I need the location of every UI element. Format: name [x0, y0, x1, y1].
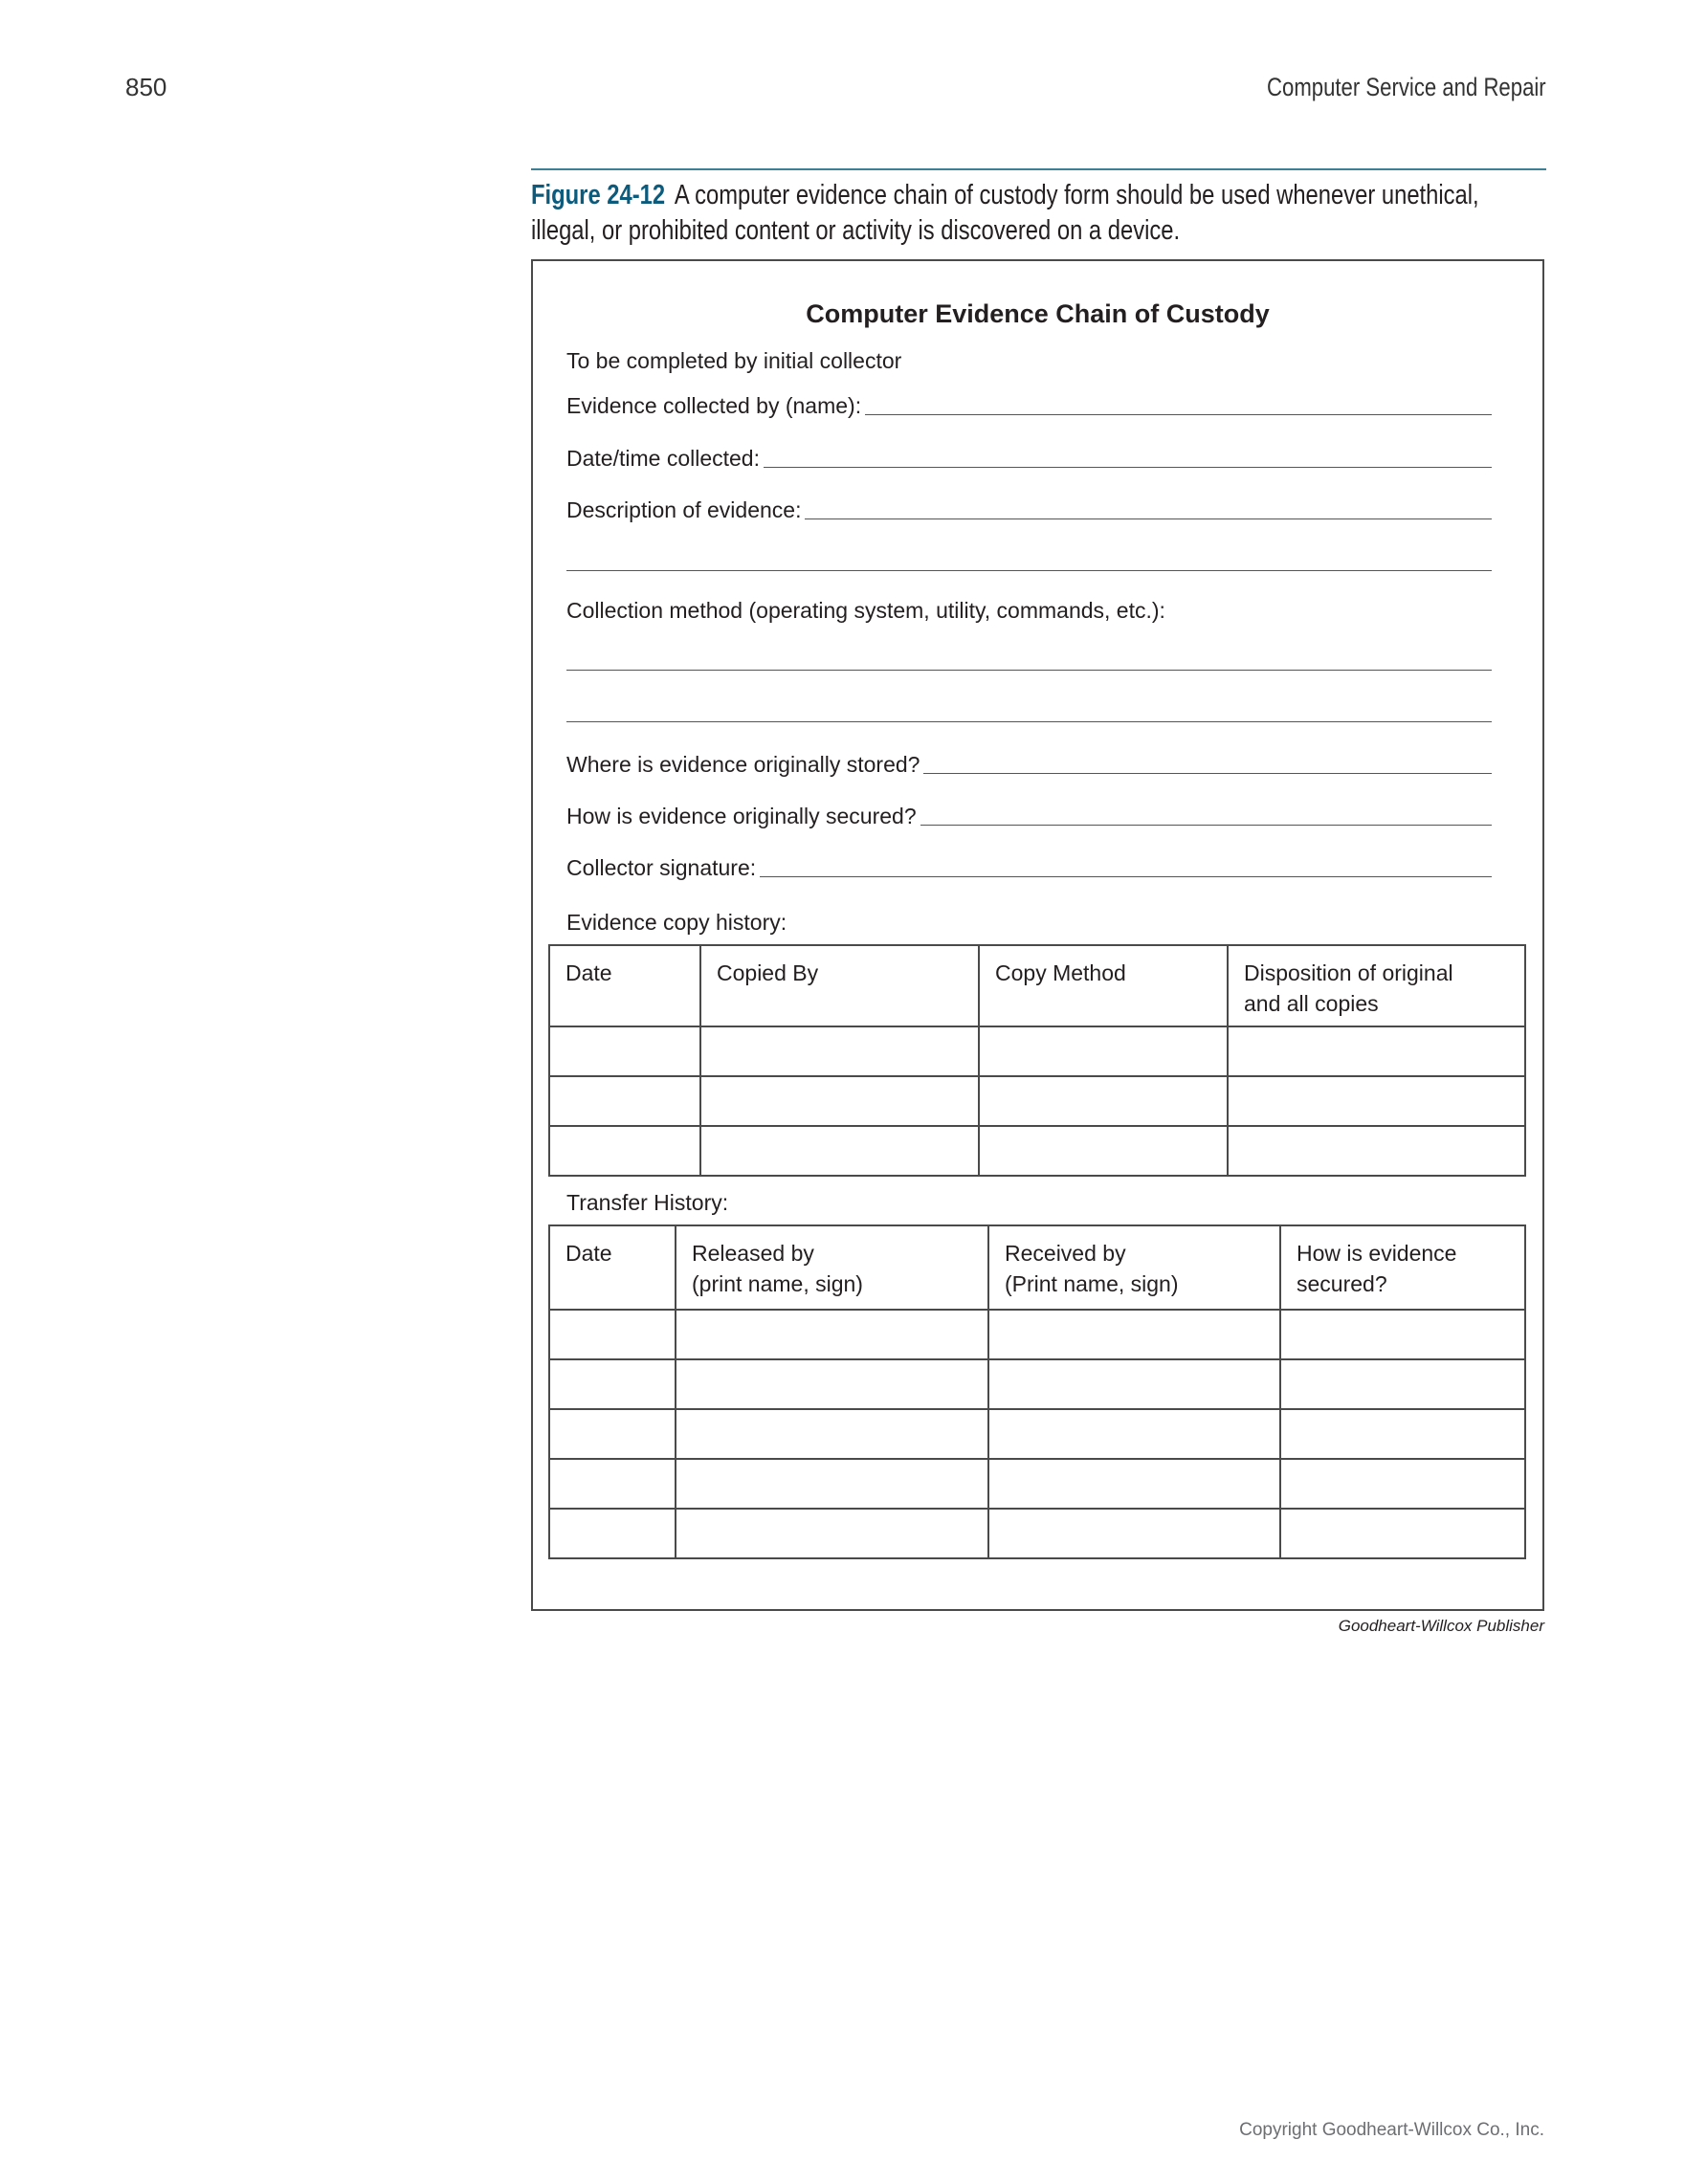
- form-title: Computer Evidence Chain of Custody: [806, 299, 1270, 328]
- table-cell[interactable]: [979, 1126, 1228, 1176]
- table-cell[interactable]: [676, 1359, 988, 1409]
- table-row: [549, 1509, 1525, 1558]
- table-cell[interactable]: [1280, 1509, 1525, 1558]
- table-row: [549, 1310, 1525, 1359]
- signature-label: Collector signature:: [566, 855, 757, 880]
- transfer-col-secured-l1: How is evidence: [1297, 1241, 1457, 1266]
- table-cell[interactable]: [549, 1026, 700, 1076]
- table-row: [549, 1359, 1525, 1409]
- copy-history-heading: Evidence copy history:: [566, 910, 787, 935]
- table-cell[interactable]: [549, 1459, 676, 1509]
- copy-col-date: Date: [549, 945, 700, 1026]
- collected-by-label: Evidence collected by (name):: [566, 393, 862, 418]
- copy-col-disposition: Disposition of original and all copies: [1228, 945, 1525, 1026]
- table-cell[interactable]: [988, 1409, 1280, 1459]
- figure-caption: [531, 178, 1543, 249]
- table-row: [549, 1409, 1525, 1459]
- description-blank[interactable]: [805, 518, 1492, 519]
- table-cell[interactable]: [676, 1509, 988, 1558]
- table-cell[interactable]: [1280, 1310, 1525, 1359]
- transfer-history-header-row: [549, 1225, 1525, 1310]
- table-cell[interactable]: [1228, 1126, 1525, 1176]
- table-cell[interactable]: [549, 1409, 676, 1459]
- table-cell[interactable]: [1228, 1026, 1525, 1076]
- figure-caption-text: A computer evidence chain of custody form should be used whenever unethical, illegal, or prohibited content or activity is discovered on a device.: [531, 180, 1479, 246]
- transfer-col-date: [549, 1225, 676, 1310]
- collection-method-label: Collection method (operating system, utility, commands, etc.):: [566, 598, 1165, 623]
- custody-form: [531, 259, 1544, 1611]
- figure-credit: Goodheart-Willcox Publisher: [1338, 1617, 1544, 1635]
- transfer-col-date-l1: Date: [565, 1241, 612, 1266]
- copy-history-table: [548, 944, 1526, 1177]
- table-cell[interactable]: [549, 1310, 676, 1359]
- table-cell[interactable]: [1280, 1409, 1525, 1459]
- secured-blank[interactable]: [920, 824, 1492, 826]
- date-time-blank[interactable]: [764, 466, 1492, 468]
- table-cell[interactable]: [676, 1310, 988, 1359]
- description-label: Description of evidence:: [566, 497, 802, 522]
- secured-label: How is evidence originally secured?: [566, 804, 917, 828]
- table-cell[interactable]: [549, 1126, 700, 1176]
- copy-col-method: Copy Method: [979, 945, 1228, 1026]
- stored-field[interactable]: [566, 745, 1492, 778]
- description-field[interactable]: [566, 491, 1492, 523]
- table-cell[interactable]: [988, 1459, 1280, 1509]
- figure-label: Figure 24-12: [531, 180, 666, 210]
- copy-col-copied-by: Copied By: [700, 945, 979, 1026]
- table-cell[interactable]: [988, 1359, 1280, 1409]
- date-time-field[interactable]: [566, 439, 1492, 472]
- table-cell[interactable]: [549, 1076, 700, 1126]
- transfer-col-released-l2: (print name, sign): [692, 1271, 863, 1296]
- collection-method-line-2[interactable]: [566, 694, 1492, 726]
- form-intro: To be completed by initial collector: [566, 348, 902, 373]
- transfer-col-released-by: [676, 1225, 988, 1310]
- table-cell[interactable]: [1280, 1359, 1525, 1409]
- stored-blank[interactable]: [923, 772, 1492, 774]
- table-cell[interactable]: [700, 1126, 979, 1176]
- transfer-col-released-l1: Released by: [692, 1241, 814, 1266]
- table-cell[interactable]: [988, 1509, 1280, 1558]
- table-row: [549, 1459, 1525, 1509]
- transfer-history-table: [548, 1224, 1526, 1559]
- stored-label: Where is evidence originally stored?: [566, 752, 920, 777]
- signature-blank[interactable]: [760, 875, 1492, 877]
- collected-by-field[interactable]: [566, 386, 1492, 419]
- transfer-history-heading: Transfer History:: [566, 1190, 729, 1215]
- transfer-col-received-l1: Received by: [1005, 1241, 1126, 1266]
- table-row: [549, 1126, 1525, 1176]
- table-cell[interactable]: [700, 1026, 979, 1076]
- table-row: [549, 1026, 1525, 1076]
- table-cell[interactable]: [979, 1076, 1228, 1126]
- table-cell[interactable]: [700, 1076, 979, 1126]
- transfer-col-secured-l2: secured?: [1297, 1271, 1387, 1296]
- table-cell[interactable]: [676, 1409, 988, 1459]
- running-head: Computer Service and Repair: [1267, 73, 1546, 101]
- copyright-notice: Copyright Goodheart-Willcox Co., Inc.: [1239, 2120, 1544, 2140]
- table-cell[interactable]: [1228, 1076, 1525, 1126]
- date-time-label: Date/time collected:: [566, 446, 760, 471]
- table-cell[interactable]: [676, 1459, 988, 1509]
- transfer-col-received-l2: (Print name, sign): [1005, 1271, 1179, 1296]
- table-cell[interactable]: [1280, 1459, 1525, 1509]
- collection-method-line-1[interactable]: [566, 642, 1492, 674]
- copy-history-header-row: [549, 945, 1525, 1026]
- table-cell[interactable]: [988, 1310, 1280, 1359]
- transfer-col-received-by: [988, 1225, 1280, 1310]
- secured-field[interactable]: [566, 797, 1492, 829]
- description-field-line-2[interactable]: [566, 542, 1492, 575]
- transfer-col-secured: [1280, 1225, 1525, 1310]
- caption-rule: [531, 168, 1546, 170]
- table-cell[interactable]: [549, 1509, 676, 1558]
- collected-by-blank[interactable]: [865, 413, 1492, 415]
- page-number: 850: [125, 73, 167, 101]
- collection-method-blank-1[interactable]: [566, 669, 1492, 671]
- table-cell[interactable]: [979, 1026, 1228, 1076]
- table-cell[interactable]: [549, 1359, 676, 1409]
- description-blank-2[interactable]: [566, 569, 1492, 571]
- signature-field[interactable]: [566, 849, 1492, 881]
- collection-method-blank-2[interactable]: [566, 720, 1492, 722]
- table-row: [549, 1076, 1525, 1126]
